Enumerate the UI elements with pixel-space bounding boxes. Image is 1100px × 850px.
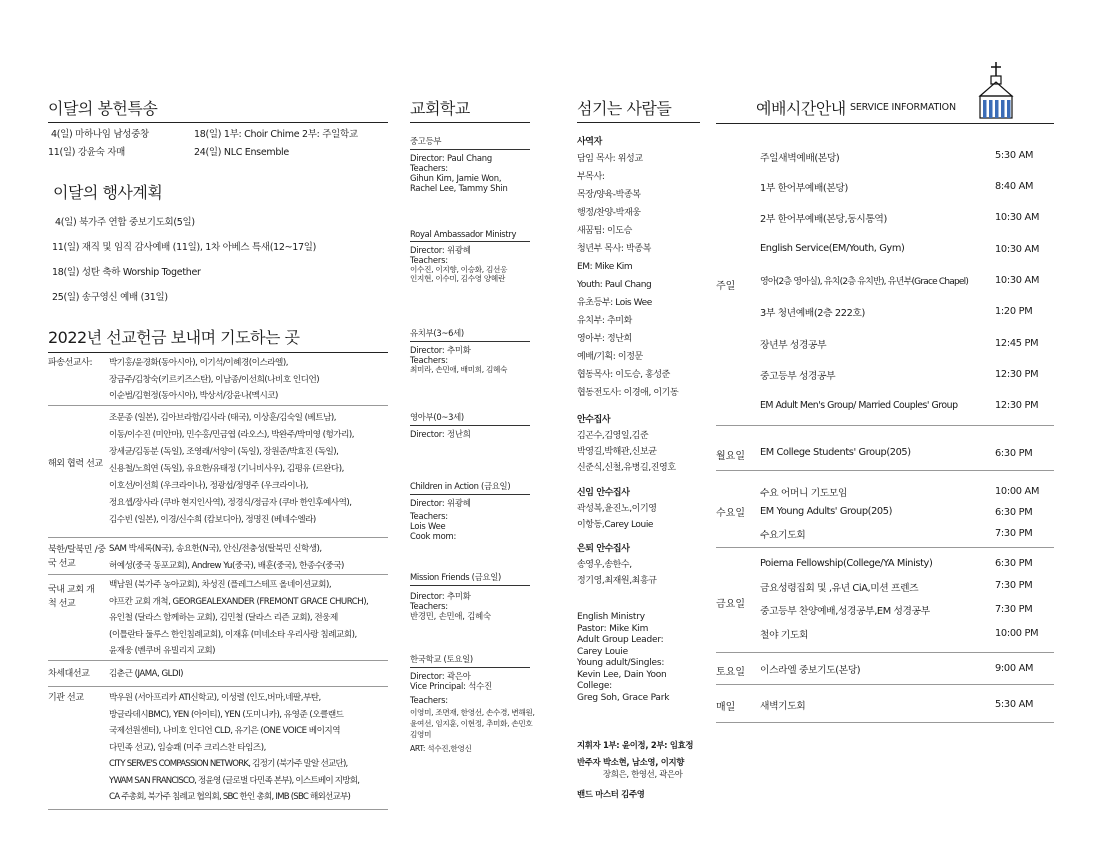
section-line: ART: 석수진,한영신 (410, 744, 472, 753)
section-line: Director: 정난희 (410, 429, 471, 439)
school-section (410, 480, 530, 541)
role-line: Carey Louie (577, 646, 628, 657)
service-time: 5:30 AM (995, 699, 1034, 710)
mission-line: 허예성(중국 동포교회), Andrew Yu(중국), 배훈(중국), 한종수(중국) (109, 560, 344, 571)
service-name: 영아(2층 영아실), 유치(2층 유치반), 유년부(Grace Chapel) (760, 277, 969, 287)
mission-line: (이틀란타 둘루스 한인침례교회), 이재휴 (미네소타 우리사랑 침례교회), (109, 629, 357, 640)
role-line: 이항동,Carey Louie (577, 520, 654, 530)
service-time: 5:30 AM (995, 150, 1034, 161)
mission-line: 김춘근 (JAMA, GLDI) (109, 669, 183, 679)
mission-line: 유인철 (달라스 함께하는 교회), 김민철 (달라스 리즌 교회), 전웅제 (109, 613, 338, 623)
day-label: 매일 (716, 702, 736, 713)
role-line: Kevin Lee, Dain Yoon (577, 669, 667, 680)
service-name: 장년부 성경공부 (760, 340, 827, 351)
mission-line: CITY SERVE'S COMPASSION NETWORK, 김정기 (북가주 말알 선교단), (109, 759, 348, 769)
section-line: Teachers: (410, 255, 448, 265)
service-time: 6:30 PM (995, 507, 1033, 518)
role-line: 협동전도사: 이경애, 이기동 (577, 388, 679, 398)
mission-line: 야프칸 교회 개척, GEORGEALEXANDER (FREMONT GRACE CHURCH), (109, 596, 369, 607)
monday-block (716, 436, 1054, 471)
role-line: 예배/기획: 이정문 (577, 352, 643, 362)
role-line: 새꿈팀: 이도승 (577, 226, 632, 236)
role-line: 영아부: 정난희 (577, 334, 632, 344)
service-name: EM Adult Men's Group/ Married Couples' Group (760, 400, 958, 411)
missions-title: 2022년 선교헌금 보내며 기도하는 곳 (48, 325, 388, 353)
service-name: EM Young Adults' Group(205) (760, 506, 892, 517)
daily-block (716, 690, 1054, 723)
section-line: 이영미, 조면재, 한영선, 손수경, 변해원, (410, 708, 535, 717)
mission-line: 조문종 (일본), 김아브라함/김사라 (태국), 이상훈/김숙일 (베트남), (109, 413, 336, 423)
role-line: 유초등부: Lois Wee (577, 298, 652, 308)
section-line: Cook mom: (410, 531, 457, 541)
mission-group (48, 541, 388, 575)
event-item: 11(일) 재직 및 임직 감사예배 (11일), 1차 아베스 특새(12~17일) (52, 242, 317, 253)
section-line: Director: 추미화 (410, 345, 471, 355)
band-master-line: 밴드 마스터 김주영 (577, 789, 645, 799)
mission-group (48, 577, 388, 661)
mission-line: 다민족 선교), 임승쾌 (미주 크리스찬 타임즈), (109, 742, 266, 753)
mission-line: 장금주/김창숙(키르키즈스탄), 이남종/이선희(나비호 인디언) (109, 374, 320, 385)
section-heading: 중고등부 (410, 135, 530, 150)
section-line: Lois Wee (410, 521, 446, 531)
service-time: 10:30 AM (995, 275, 1040, 286)
mission-line: 백남원 (북가주 농아교회), 차성진 (플레그스테프 올네이션교회), (109, 580, 332, 590)
mission-group (48, 355, 388, 406)
mission-line: 박기홍/윤경화(동아시아), 이기석/이혜경(이스라엘), (109, 358, 288, 368)
role-line: Adult Group Leader: (577, 635, 664, 645)
mission-label: 차세대선교 (48, 669, 90, 679)
day-label: 월요일 (716, 451, 745, 462)
mission-line: 장세균/김동분 (독일), 조영래/서양이 (독일), 장원준/박효진 (독일), (109, 447, 339, 457)
mission-group (48, 666, 388, 687)
service-name: 주일새벽예배(본당) (760, 153, 840, 164)
event-item: 4(일) 북가주 연합 중보기도회(5일) (55, 217, 195, 228)
mission-group (48, 690, 388, 810)
mission-line: 정요셉/장사라 (쿠바 현지인사역), 정경식/정금자 (쿠바 한인후예사역), (109, 498, 352, 508)
section-line: Rachel Lee, Tammy Shin (410, 183, 508, 193)
mission-line: 김수빈 (일본), 이경/신수희 (캄보디아), 정명진 (베네수엘라) (109, 515, 316, 525)
mission-label: 파송선교사: (48, 358, 93, 368)
mission-label: 북한/탈북민 /중국 선교 (48, 545, 106, 569)
service-name: 2부 한어부예배(본당,동시통역) (760, 214, 887, 225)
event-item: 25(일) 송구영신 예배 (31일) (52, 292, 168, 303)
mission-label: 기관 선교 (48, 693, 84, 703)
accompanist-line: 반주자 박소현, 남소영, 이지향 (577, 757, 685, 767)
service-time: 8:40 AM (995, 181, 1034, 192)
role-line: 부목사: (577, 172, 605, 182)
mission-line: 윤재웅 (벤쿠버 유빌리지 교회) (109, 646, 216, 656)
section-line: Director: 위광혜 (410, 498, 471, 508)
offering-item: 18(일) 1부: Choir Chime 2부: 주일학교 (194, 129, 358, 140)
service-name: 수요기도회 (760, 530, 806, 541)
mission-line: 이동/이수진 (미안마), 민수홍/민금엽 (라오스), 박완주/박미영 (헝가리), (109, 430, 354, 440)
section-line: 최미라, 손민애, 배미희, 김혜숙 (410, 365, 508, 374)
day-label: 금요일 (716, 599, 745, 610)
section-line: Teachers: (410, 695, 448, 705)
offering-title: 이달의 봉헌특송 (48, 96, 388, 123)
mission-label: 국내 교회 개척 선교 (48, 585, 95, 609)
church-school-title: 교회학교 (410, 96, 530, 123)
section-heading: Royal Ambassador Ministry (410, 229, 530, 242)
section-line: Teachers: (410, 601, 448, 611)
section-line: Director: 위광혜 (410, 245, 471, 255)
role-line: Youth: Paul Chang (577, 280, 652, 290)
role-line: EM: Mike Kim (577, 262, 633, 272)
wednesday-block (716, 478, 1054, 548)
section-heading: 은퇴 안수집사 (577, 544, 630, 554)
section-line: 이수진, 이지향, 이승화, 김선옹 (410, 265, 508, 274)
service-time: 12:30 PM (995, 400, 1039, 411)
conductor-line: 지휘자 1부: 윤이정, 2부: 임효정 (577, 740, 694, 750)
role-line: 협동목사: 이도승, 홍성준 (577, 370, 670, 380)
school-section (410, 411, 530, 439)
school-section (410, 327, 530, 374)
deacons-section (577, 412, 676, 476)
service-time: 7:30 PM (995, 604, 1033, 615)
service-time: 1:20 PM (995, 306, 1033, 317)
mission-line: YWAM SAN FRANCISCO, 정윤영 (글로벌 다민족 본부), 이스트베이 지방회, (109, 775, 360, 786)
school-section (410, 571, 530, 621)
mission-line: 이순범/김현정(동아시아), 박상서/강윤나(멕시코) (109, 391, 278, 401)
section-line: Director: 곽은아 (410, 671, 471, 681)
role-line: Pastor: Mike Kim (577, 623, 649, 634)
section-line: 반경민, 손민애, 김혜숙 (410, 611, 491, 621)
role-line: 담임 목사: 위성교 (577, 154, 643, 164)
school-section (410, 653, 535, 753)
mission-line: 방글라데시BMC), YEN (아이티), YEN (도미니카), 유영준 (오클랜드 (109, 709, 344, 720)
service-name: 중고등부 찬양예배,성경공부,EM 성경공부 (760, 606, 930, 617)
mission-line: CA 주총회, 북가주 침례교 협의회, SBC 한인 총회, IMB (SBC 해외선교부) (109, 792, 351, 802)
role-line: 신준식,신철,유병길,진영호 (577, 463, 676, 473)
offering-item: 4(일) 마하나임 남성중창 (51, 129, 149, 140)
section-line: Teachers: (410, 355, 448, 365)
offering-item: 24(일) NLC Ensemble (194, 147, 289, 158)
staff-section (577, 134, 678, 402)
section-line: 김영미 (410, 730, 432, 739)
section-line: Vice Principal: 석수진 (410, 681, 492, 691)
role-line: 곽성복,윤진노,이기영 (577, 504, 657, 514)
section-heading: 유치부(3~6세) (410, 327, 530, 342)
role-line: 행정/찬양-박재웅 (577, 208, 641, 218)
section-line: Director: 추미화 (410, 591, 471, 601)
service-time: 7:30 PM (995, 580, 1033, 591)
role-line: Young adult/Singles: (577, 658, 665, 668)
service-name: 이스라엘 중보기도(본당) (760, 665, 861, 676)
section-line: Teachers: (410, 511, 448, 521)
role-line: 목장/양육-박종복 (577, 190, 641, 200)
service-time: 6:30 PM (995, 448, 1033, 459)
school-section (410, 135, 530, 193)
role-line: College: (577, 681, 613, 691)
section-line: 윤여선, 임지훈, 이현정, 추미화, 손민호 (410, 719, 533, 728)
role-line: 박영길,박해관,신보균 (577, 447, 657, 457)
service-time: 9:00 AM (995, 663, 1034, 674)
role-line: English Ministry (577, 612, 645, 622)
english-ministry-section (577, 612, 669, 704)
offering-item: 11(일) 강윤숙 자매 (48, 147, 126, 158)
service-name: 수요 어머니 기도모임 (760, 488, 848, 499)
day-label: 수요일 (716, 508, 745, 519)
service-name: 중고등부 성경공부 (760, 371, 836, 382)
section-heading: 한국학교 (토요일) (410, 653, 530, 668)
mission-line: SAM 박세록(N국), 송요한(N국), 안신/전충성(탈북민 신학생), (109, 544, 322, 554)
mission-label: 해외 협력 선교 (48, 459, 103, 469)
role-line: 청년부 목사: 박종복 (577, 244, 651, 254)
servants-title: 섬기는 사람들 (577, 96, 700, 123)
service-info-title: 예배시간안내 (756, 99, 846, 118)
section-heading: 사역자 (577, 137, 602, 147)
service-name: English Service(EM/Youth, Gym) (760, 243, 905, 254)
section-heading: 신임 안수집사 (577, 488, 630, 498)
service-name: 3부 청년예배(2층 222호) (760, 308, 865, 319)
role-line: Greg Soh, Grace Park (577, 692, 670, 703)
service-name: Poiema Fellowship(College/YA Ministy) (760, 558, 933, 569)
section-line: 인지현, 이수미, 김수영 양혜란 (410, 274, 505, 283)
new-deacons-section (577, 485, 657, 533)
event-item: 18(일) 성탄 축하 Worship Together (52, 267, 201, 278)
role-line: 정기영,최재원,최흥규 (577, 576, 657, 586)
section-heading: 영아부(0~3세) (410, 411, 530, 426)
sunday-block (716, 138, 1054, 426)
school-section (410, 229, 530, 283)
role-line: 김곤수,김영일,김준 (577, 431, 649, 441)
service-name: EM College Students' Group(205) (760, 447, 911, 458)
service-time: 10:00 PM (995, 628, 1039, 639)
section-heading: Mission Friends (금요일) (410, 571, 530, 586)
role-line: 송영우,송한수, (577, 560, 632, 570)
section-line: Teachers: (410, 163, 448, 173)
saturday-block (716, 656, 1054, 685)
service-time: 10:30 AM (995, 244, 1040, 255)
mission-line: 이호선/이선희 (우크라이나), 정광섭/정명주 (우크라이나), (109, 481, 308, 491)
service-name: 새벽기도회 (760, 701, 806, 712)
role-line: 유치부: 추미화 (577, 316, 632, 326)
service-name: 철야 기도회 (760, 630, 809, 641)
friday-block (716, 553, 1054, 653)
section-line: Gihun Kim, Jamie Won, (410, 173, 502, 183)
service-name: 금요성령집회 및 ,유년 CiA,미션 프렌즈 (760, 583, 919, 594)
service-time: 12:30 PM (995, 369, 1039, 380)
service-time: 10:30 AM (995, 212, 1040, 223)
service-name: 1부 한어부예배(본당) (760, 183, 848, 194)
day-label: 토요일 (716, 667, 745, 678)
day-label: 주일 (716, 281, 736, 292)
section-line: Director: Paul Chang (410, 153, 492, 163)
mission-group (48, 410, 388, 538)
retired-deacons-section (577, 541, 657, 589)
service-time: 7:30 PM (995, 528, 1033, 539)
mission-line: 신용철/노희연 (독일), 유요한/유태정 (기니비사우), 김평유 (르완다), (109, 464, 344, 474)
events-title: 이달의 행사계획 (53, 183, 163, 202)
church-icon (974, 62, 1020, 122)
service-time: 6:30 PM (995, 558, 1033, 569)
section-heading: 안수집사 (577, 415, 611, 425)
mission-line: 박우원 (서아프리카 ATI신학교), 이성렬 (인도,버마,네팔,부탄, (109, 693, 321, 703)
service-time: 12:45 PM (995, 338, 1039, 349)
accompanist-line-2: 장희은, 한영선, 곽은아 (603, 769, 683, 779)
service-info-subtitle: SERVICE INFORMATION (850, 102, 956, 113)
section-heading: Children in Action (금요일) (410, 480, 530, 495)
service-time: 10:00 AM (995, 486, 1040, 497)
mission-line: 국제선원센터), 나비호 인디언 CLD, 유기은 (ONE VOICE 베이지역 (109, 726, 341, 736)
